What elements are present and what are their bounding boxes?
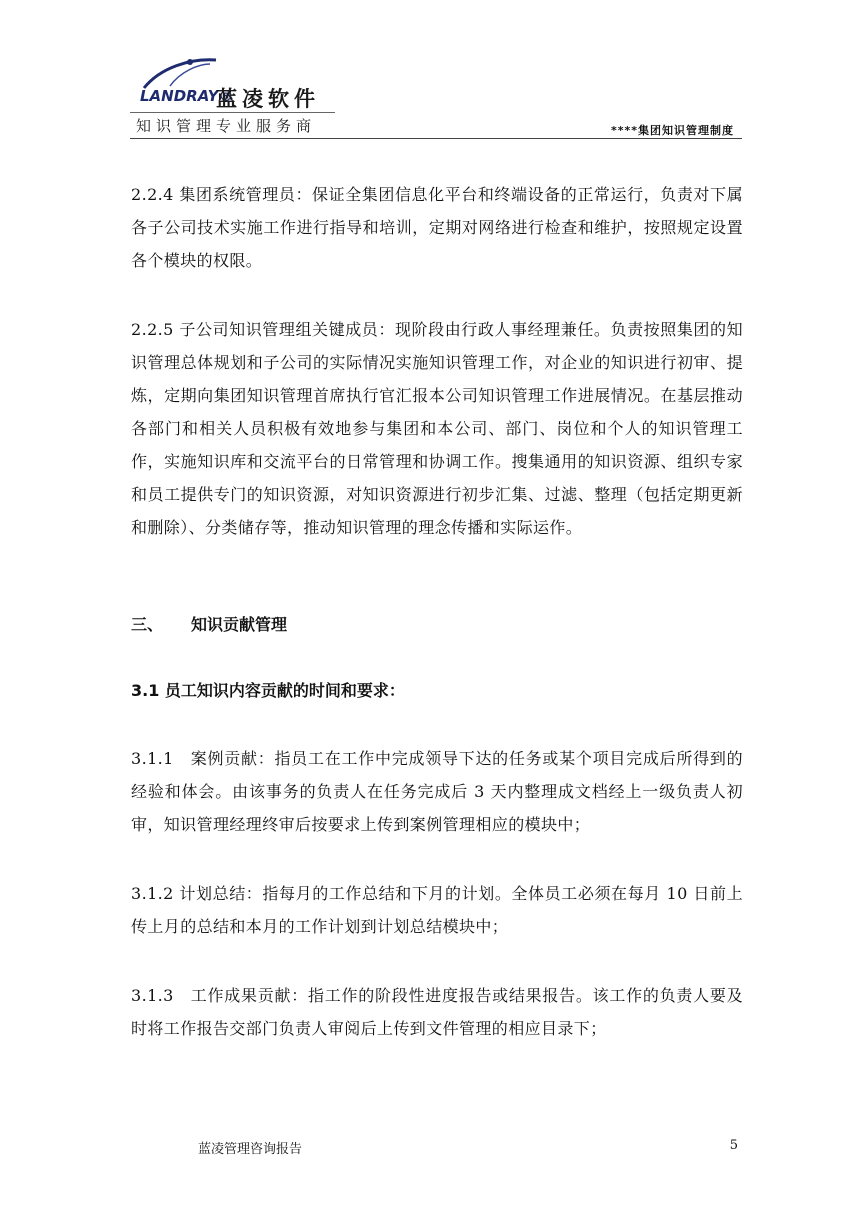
item-3-1-2: 3.1.2 计划总结：指每月的工作总结和下月的计划。全体员工必须在每月 10 日前上传上月的总结和本月的工作计划到计划总结模块中； [131,884,743,936]
logo-divider [130,112,335,113]
document-body [131,178,743,1045]
section-number: 三、 [131,615,164,634]
section-title: 知识贡献管理 [191,615,288,634]
landray-logo [130,50,350,136]
document-title: ****集团知识管理制度 [610,124,734,137]
item-3-1-3: 3.1.3 工作成果贡献：指工作的阶段性进度报告或结果报告。该工作的负责人要及时将工作报告交部门负责人审阅后上传到文件管理的相应目录下； [131,986,743,1038]
header-divider [130,138,742,139]
subsection-heading-3-1: 3.1 员工知识内容贡献的时间和要求： [131,681,405,700]
paragraph-2-2-5: 2.2.5 子公司知识管理组关键成员：现阶段由行政人事经理兼任。负责按照集团的知识管理总体规划和子公司的实际情况实施知识管理工作，对企业的知识进行初审、提炼，定期向集团知识管理首席执行官汇报本公司知识管理工作进展情况。在基层推动各部门和相关人员积极有效地参与集团和本公司、部门、岗位和个人的知识管理工作，实施知识库和交流平台的日常管理和协调工作。搜集通用的知识资源、组织专家和员工提供专门的知识资源，对知识资源进行初步汇集、过滤、整理（包括定期更新和删除）、分类储存等，推动知识管理的理念传播和实际运作。 [131,320,743,537]
item-3-1-1: 3.1.1 案例贡献：指员工在工作中完成领导下达的任务或某个项目完成后所得到的经验和体会。由该事务的负责人在任务完成后 3 天内整理成文档经上一级负责人初审，知识管理经理终审后按要求上传到案例管理相应的模块中； [131,749,743,834]
section-heading-3 [131,610,743,640]
footer-label: 蓝凌管理咨询报告 [198,1142,303,1157]
page-header [130,50,742,142]
brand-slogan: 知识管理专业服务商 [136,117,317,135]
page-number: 5 [729,1138,738,1153]
paragraph-2-2-4: 2.2.4 集团系统管理员：保证全集团信息化平台和终端设备的正常运行，负责对下属各子公司技术实施工作进行指导和培训，定期对网络进行检查和维护，按照规定设置各个模块的权限。 [131,185,743,270]
brand-chinese: 蓝凌软件 [216,87,320,111]
brand-english: LANDRAY® [140,87,234,105]
